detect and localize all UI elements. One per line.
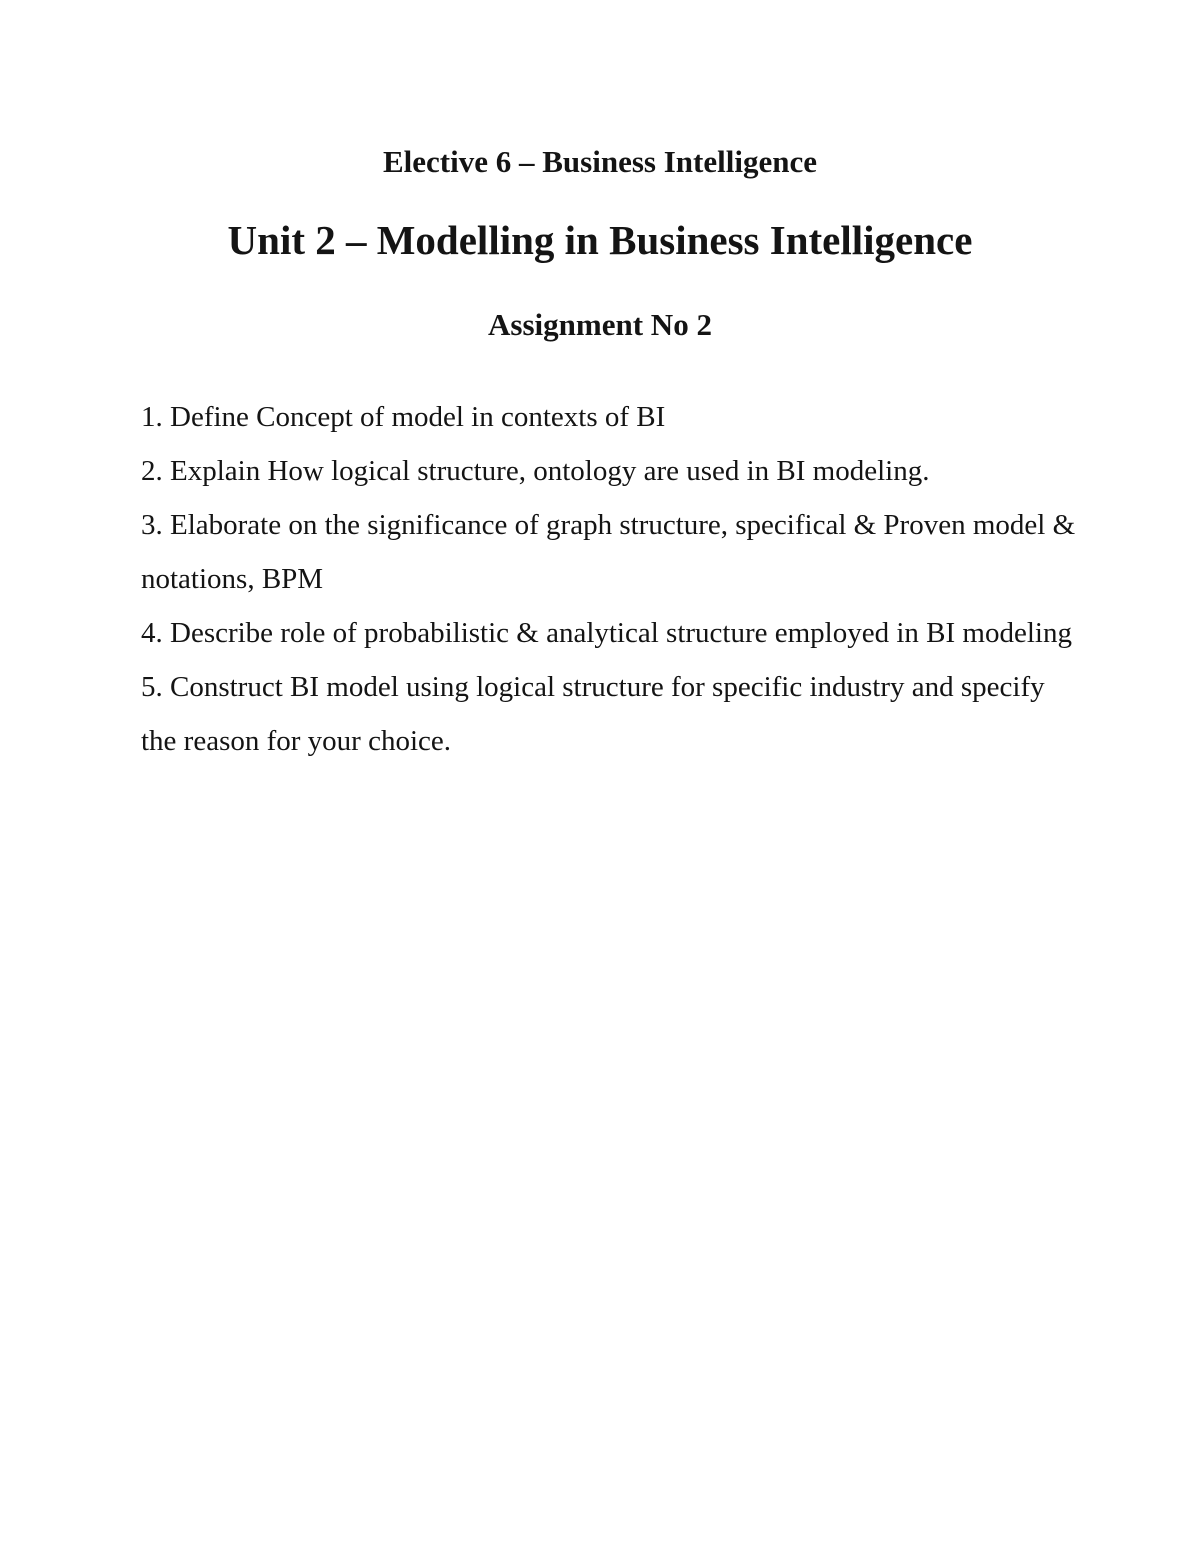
question-item-1: 1. Define Concept of model in contexts of BI bbox=[141, 401, 666, 433]
course-title: Elective 6 – Business Intelligence bbox=[383, 144, 817, 179]
question-item-2: 2. Explain How logical structure, ontology are used in BI modeling. bbox=[141, 455, 930, 487]
question-item-3: 3. Elaborate on the significance of graph structure, specifical & Proven model & notations, BPM bbox=[141, 509, 1076, 595]
assignment-title: Assignment No 2 bbox=[488, 307, 712, 342]
question-item-4: 4. Describe role of probabilistic & analytical structure employed in BI modeling bbox=[141, 617, 1072, 649]
unit-title: Unit 2 – Modelling in Business Intelligence bbox=[227, 217, 973, 263]
question-list bbox=[141, 390, 1081, 768]
question-item-5: 5. Construct BI model using logical structure for specific industry and specify the reason for your choice. bbox=[141, 671, 1045, 757]
